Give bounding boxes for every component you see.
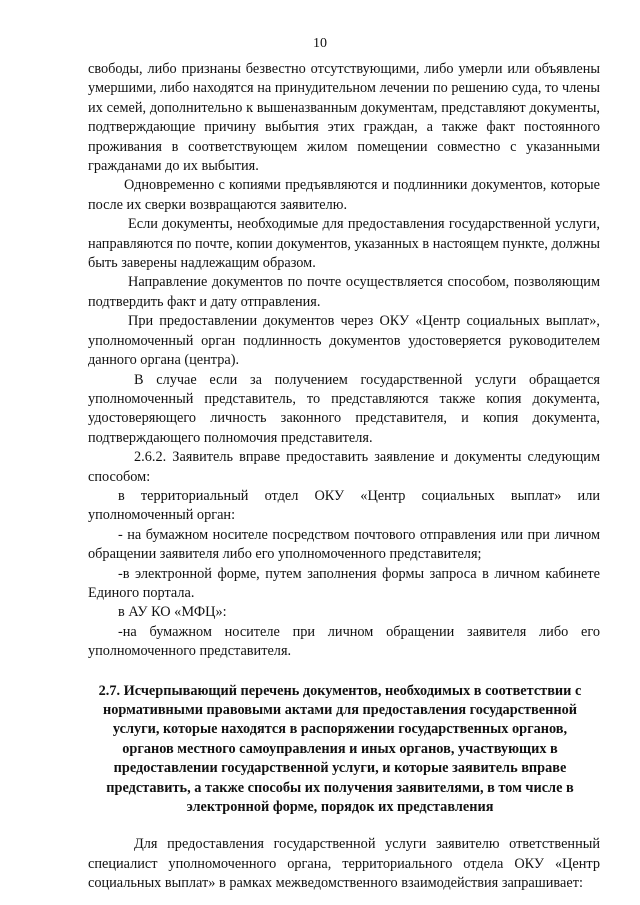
paragraph-representative: В случае если за получением государственной услуги обращается уполномоченный представитель, то представляются также копия документа, удостоверяющего личность законного представителя, и копия документа, подтверждающего полномочия представителя. bbox=[88, 371, 600, 446]
spacer bbox=[88, 662, 600, 682]
paragraph-continuation: свободы, либо признаны безвестно отсутствующими, либо умерли или объявлены умершими, либо находятся на принудительном лечении по решению суда, то члены их семей, дополнительно к вышеназванным документам, представляют документы, подтверждающие причину выбытия этих граждан, а также факт постоянного проживания в соответствующем жилом помещении совместно с указанными гражданами до их выбытия. bbox=[88, 61, 600, 175]
document-body bbox=[88, 60, 600, 894]
list-item-territorial-office: в территориальный отдел ОКУ «Центр социальных выплат» или уполномоченный орган: bbox=[88, 487, 600, 524]
list-item-mfc: в АУ КО «МФЦ»: bbox=[118, 604, 227, 621]
list-item-mfc-paper: -на бумажном носителе при личном обращении заявителя либо его уполномоченного представителя. bbox=[88, 623, 600, 660]
paragraph-interagency-request: Для предоставления государственной услуги заявителю ответственный специалист уполномоченного органа, территориального отдела ОКУ «Центр социальных выплат» в рамках межведомственного взаимодействия запрашивает: bbox=[88, 836, 600, 892]
spacer bbox=[88, 817, 600, 835]
list-item-electronic-form: -в электронной форме, путем заполнения формы запроса в личном кабинете Единого портала. bbox=[88, 565, 600, 601]
list-item-paper-postal: - на бумажном носителе посредством почтового отправления или при личном обращении заявителя либо его уполномоченного представителя; bbox=[88, 526, 600, 563]
paragraph-center-submission: При предоставлении документов через ОКУ «Центр социальных выплат», уполномоченный орган подлинность документов удостоверяется руководителем данного органа (центра). bbox=[88, 313, 600, 369]
paragraph-postal-copies: Если документы, необходимые для предоставления государственной услуги, направляются по почте, копии документов, указанных в настоящем пункте, должны быть заверены надлежащим образом. bbox=[88, 216, 600, 272]
paragraph-2-6-2: 2.6.2. Заявитель вправе предоставить заявление и документы следующим способом: bbox=[88, 449, 600, 485]
section-heading-2-7: 2.7. Исчерпывающий перечень документов, необходимых в соответствии с нормативными правовыми актами для предоставления государственной услуги, которые находятся в распоряжении государственных органов, органов местного самоуправления и иных органов, участвующих в предоставлении государственной услуги, и которые заявитель вправе представить, а также способы их получения заявителями, в том числе в электронной форме, порядок их представления bbox=[98, 682, 582, 816]
page-number: 10 bbox=[313, 36, 327, 51]
paragraph-postal-method: Направление документов по почте осуществляется способом, позволяющим подтвердить факт и дату отправления. bbox=[88, 274, 600, 310]
paragraph-copies-and-originals: Одновременно с копиями предъявляются и подлинники документов, которые после их сверки возвращаются заявителю. bbox=[88, 177, 600, 213]
